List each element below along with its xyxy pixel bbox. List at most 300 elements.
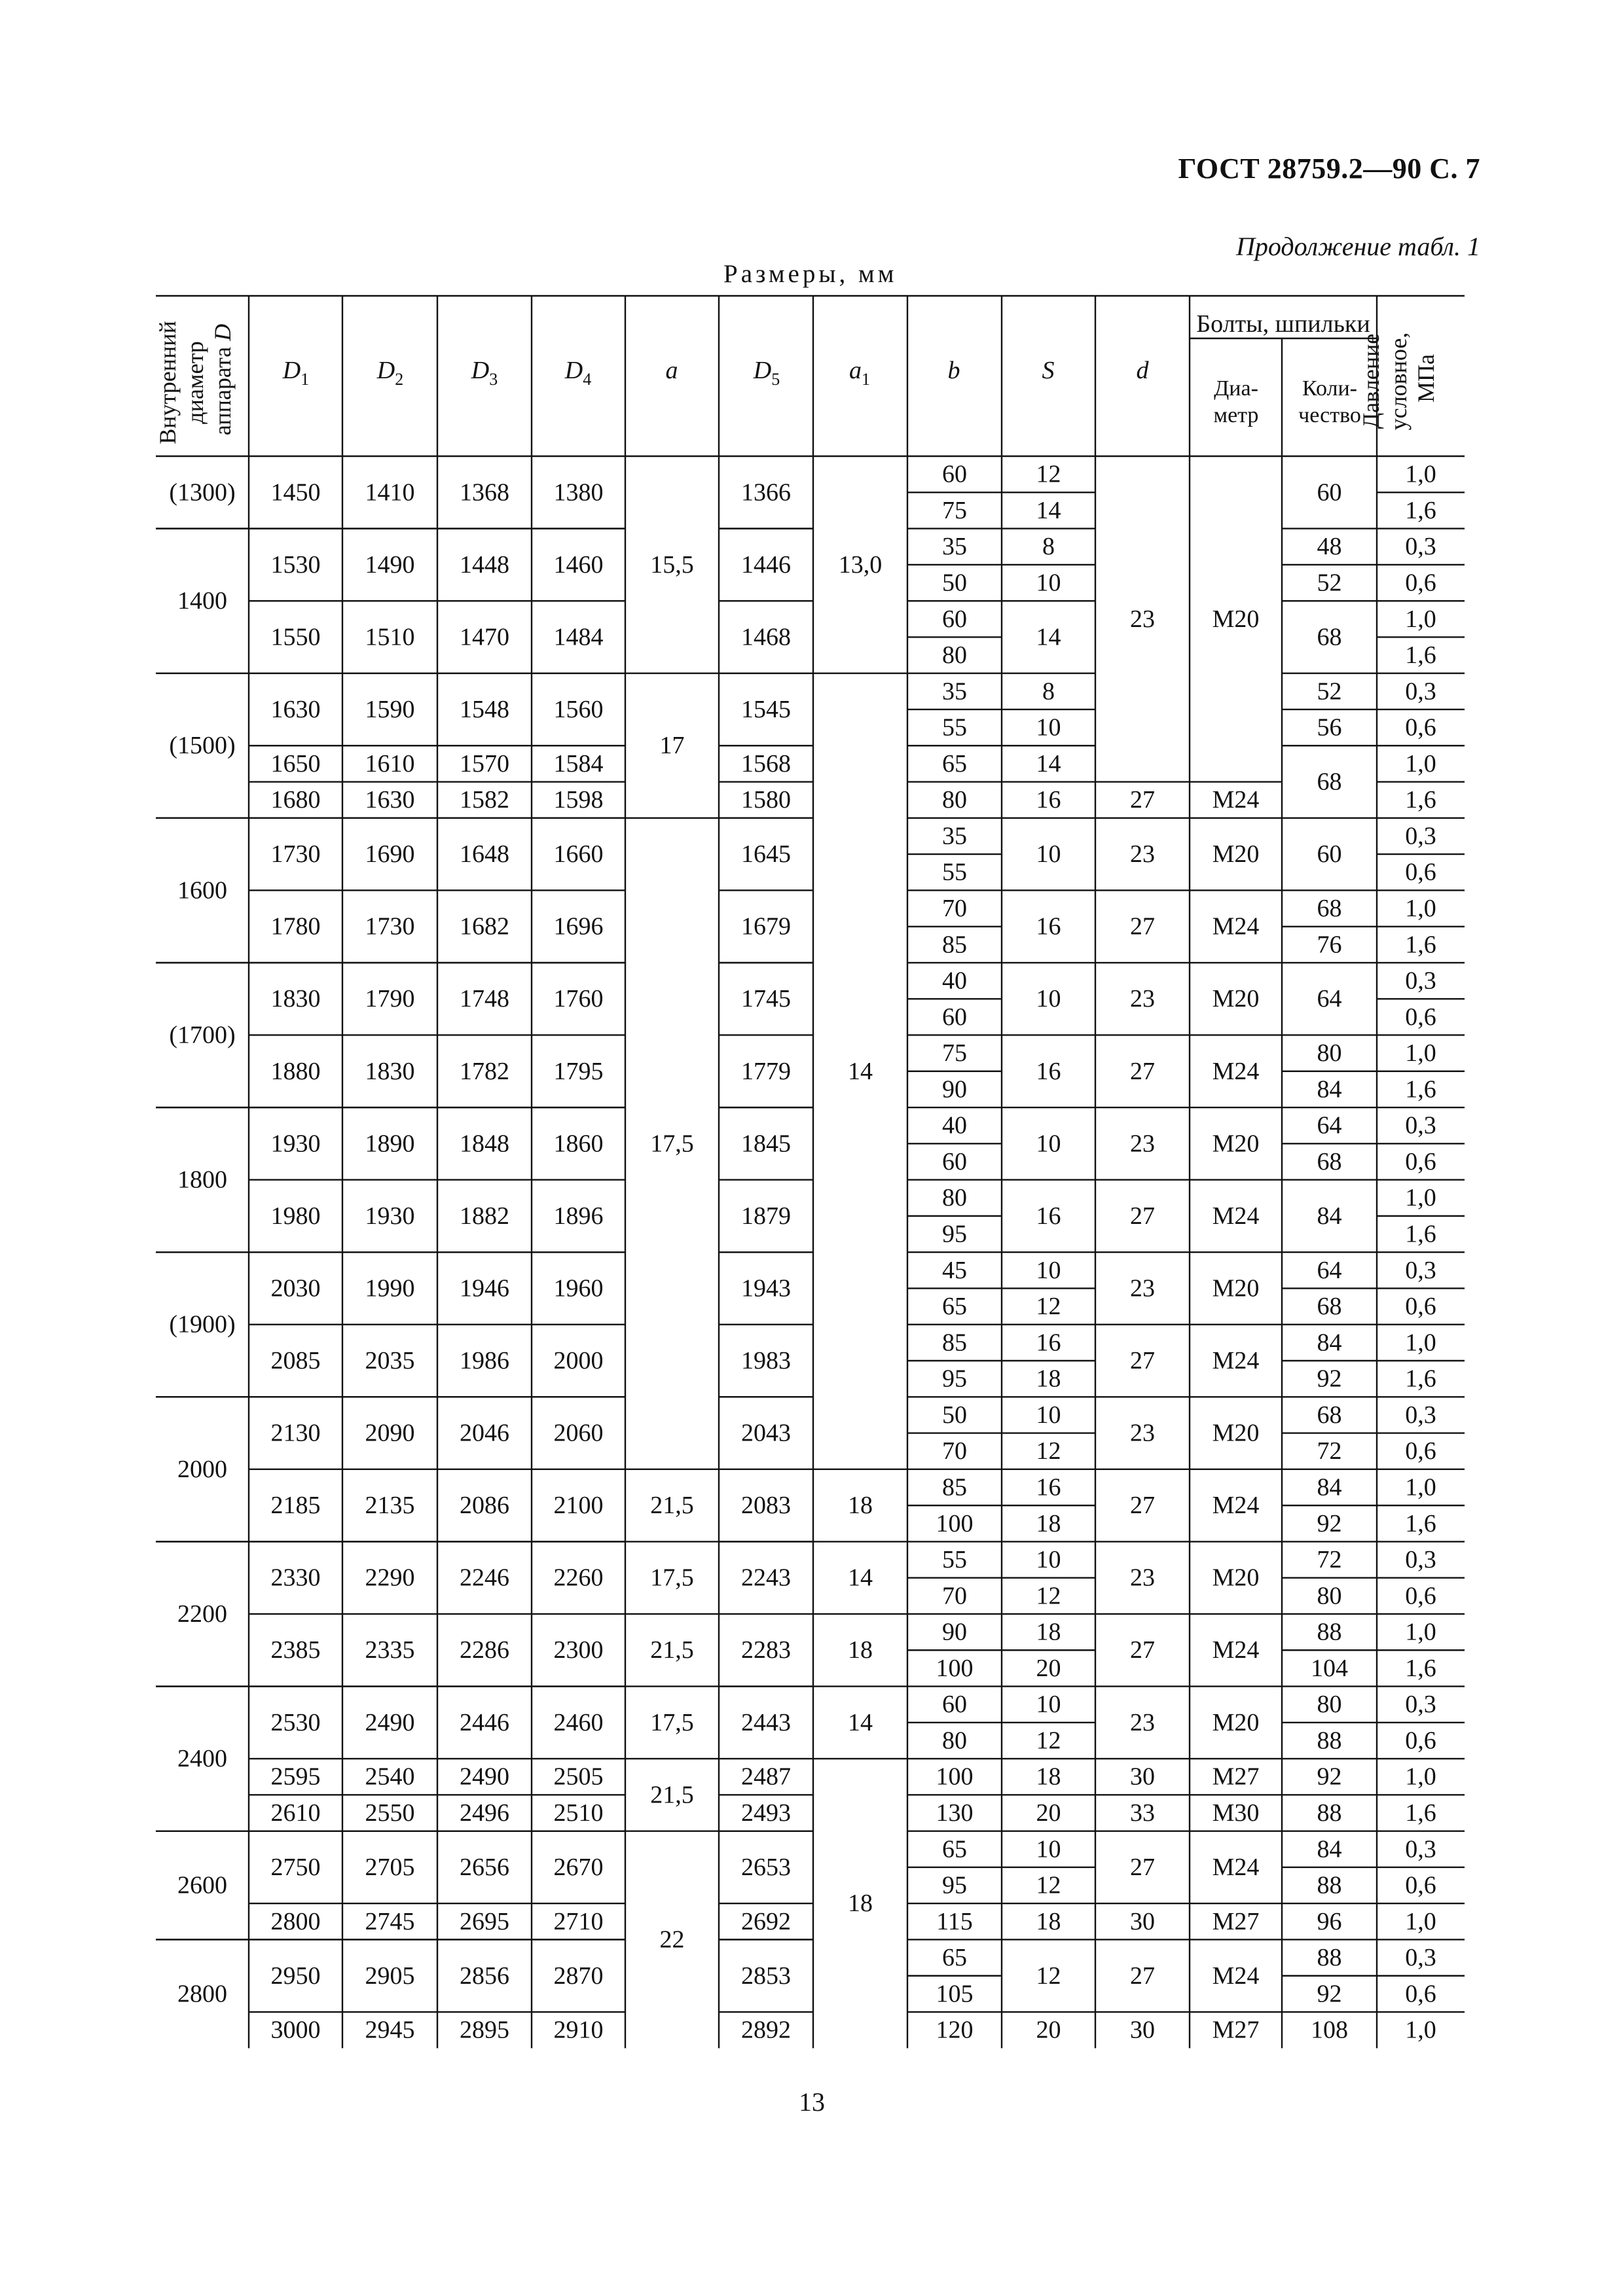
table-cell: 80 [942,1184,967,1212]
table-cell: 1560 [553,695,604,723]
table-cell: 70 [942,1437,967,1465]
table-cell: 18 [1036,1763,1061,1791]
table-cell: 104 [1311,1654,1348,1682]
table-cell: 1,0 [1405,460,1436,488]
table-cell: 40 [942,967,967,995]
table-cell: 2800 [177,1980,227,2008]
table-cell: 1,0 [1405,749,1436,778]
page-number: 13 [799,2087,825,2117]
table-cell: 60 [942,1003,967,1031]
table-cell: 1410 [365,478,415,507]
table-cell: 1368 [460,478,509,507]
table-cell: 1760 [553,985,604,1013]
table-cell: 2745 [365,1907,415,1935]
table-cell: 52 [1317,677,1342,706]
table-cell: 14 [848,1057,873,1085]
table-cell: 1580 [741,786,791,814]
table-cell: 1,0 [1405,1473,1436,1501]
table-cell: 1800 [177,1166,227,1194]
table-cell: 2286 [460,1636,509,1664]
table-cell: 2595 [270,1763,321,1791]
table-cell: 2086 [460,1492,509,1520]
table-cell: 1946 [460,1274,509,1302]
table-cell: 18 [848,1890,873,1918]
table-cell: 18 [848,1492,873,1520]
table-cell: 1983 [741,1347,791,1374]
table-cell: 1848 [460,1130,509,1158]
table-cell: 0,3 [1405,1546,1436,1574]
table-cell: 0,6 [1405,569,1436,597]
table-cell: 1730 [270,840,321,869]
table-cell: 33 [1130,1799,1155,1827]
table-cell: 2505 [553,1763,604,1791]
table-cell: 65 [942,1944,967,1972]
table-cell: 16 [1036,912,1061,941]
table-cell: 1779 [741,1057,791,1085]
table-continuation-note: Продолжение табл. 1 [1235,232,1480,261]
table-cell: 2892 [741,2016,791,2044]
table-cell: 80 [1317,1039,1342,1067]
col-header-b: b [947,357,960,384]
table-cell: 0,6 [1405,1582,1436,1610]
table-cell: 2490 [365,1708,415,1736]
table-cell: 35 [942,533,967,561]
table-cell: 30 [1130,1763,1155,1791]
table-cell: 80 [1317,1582,1342,1610]
table-cell: 65 [942,1835,967,1863]
table-cell: 1890 [365,1130,415,1158]
table-cell: 108 [1311,2016,1348,2044]
table-cell: 14 [1036,749,1061,778]
table-cell: 0,3 [1405,1256,1436,1284]
table-cell: 1748 [460,985,509,1013]
table-cell: 2653 [741,1853,791,1881]
table-cell: 75 [942,496,967,524]
table-cell: 55 [942,713,967,742]
table-cell: 1,6 [1405,496,1436,524]
table-cell: 90 [942,1618,967,1646]
table-cell: 95 [942,1365,967,1393]
table-cell: 2335 [365,1636,415,1664]
table-grid [156,296,1465,2048]
table-cell: 1960 [553,1274,604,1302]
table-cell: 1,6 [1405,931,1436,959]
table-cell: 1645 [741,840,791,869]
table-cell: 16 [1036,1473,1061,1501]
table-cell: 16 [1036,786,1061,814]
table-cell: 65 [942,749,967,778]
table-cell: 1648 [460,840,509,869]
table-header [155,310,1439,444]
table-cell: 27 [1130,912,1155,941]
table-cell: 2945 [365,2016,415,2044]
table-cell: 2100 [553,1492,604,1520]
table-cell: (1700) [169,1021,236,1049]
table-cell: 52 [1317,569,1342,597]
table-cell: 85 [942,1329,967,1357]
table-cell: 2000 [177,1455,227,1483]
table-cell: 2510 [553,1799,604,1827]
table-cell: 2046 [460,1419,509,1447]
table-cell: 1,6 [1405,1509,1436,1537]
table-cell: 0,3 [1405,1401,1436,1429]
table-cell: 0,3 [1405,677,1436,706]
table-cell: 1696 [553,912,604,941]
table-cell: 1790 [365,985,415,1013]
table-cell: 20 [1036,1799,1061,1827]
table-cell: 16 [1036,1057,1061,1085]
table-cell: 1590 [365,695,415,723]
table-cell: 16 [1036,1202,1061,1230]
table-cell: 22 [659,1926,685,1954]
table-cell: 95 [942,1871,967,1899]
table-cell: 1650 [270,749,321,778]
table-cell: 2260 [553,1564,604,1592]
table-cell: 48 [1317,533,1342,561]
table-cell: 1470 [460,623,509,651]
table-cell: 70 [942,1582,967,1610]
col-header-d: d [1136,357,1149,384]
table-cell: M24 [1212,786,1260,814]
table-cell: 75 [942,1039,967,1067]
table-cell: 2290 [365,1564,415,1592]
table-cell: 2695 [460,1907,509,1935]
table-cell: 10 [1036,1835,1061,1863]
table-cell: M24 [1212,1962,1260,1990]
table-cell: 1598 [553,786,604,814]
table-cell: 23 [1130,1708,1155,1736]
table-cell: 0,3 [1405,967,1436,995]
table-cell: 2185 [270,1492,321,1520]
table-cell: 92 [1317,1365,1342,1393]
table-cell: 80 [942,786,967,814]
table-cell: 1930 [365,1202,415,1230]
table-cell: 68 [1317,1293,1342,1321]
table-cell: 2200 [177,1600,227,1628]
table-cell: 1450 [270,478,321,507]
table-cell: M24 [1212,1202,1260,1230]
table-cell: 1,0 [1405,1184,1436,1212]
table-cell: 1550 [270,623,321,651]
table-cell: 27 [1130,786,1155,814]
table-cell: 88 [1317,1799,1342,1827]
table-cell: 80 [942,641,967,670]
table-cell: 27 [1130,1636,1155,1664]
table-cell: 1682 [460,912,509,941]
table-cell: 0,6 [1405,1871,1436,1899]
dimensions-caption: Размеры, мм [723,260,898,288]
table-cell: 1896 [553,1202,604,1230]
table-cell: 1990 [365,1274,415,1302]
table-cell: (1300) [169,478,236,507]
table-cell: 2043 [741,1419,791,1447]
table-cell: 1490 [365,550,415,579]
table-cell: 88 [1317,1871,1342,1899]
table-cell: 17 [659,732,685,760]
table-cell: 1780 [270,912,321,941]
table-cell: 27 [1130,1853,1155,1881]
table-cell: 105 [936,1980,974,2008]
table-cell: M27 [1212,2016,1260,2044]
table-cell: M24 [1212,912,1260,941]
table-cell: 1860 [553,1130,604,1158]
table-cell: 2085 [270,1347,321,1374]
col-header-d3: $D_3$ [471,357,498,389]
table-cell: 35 [942,677,967,706]
col-header-bolts: Болты, шпильки [1196,310,1370,338]
table-cell: 60 [942,460,967,488]
table-cell: 64 [1317,1256,1342,1284]
table-cell: 1,0 [1405,1329,1436,1357]
table-cell: 92 [1317,1763,1342,1791]
table-cell: 18 [1036,1618,1061,1646]
table-cell: 0,3 [1405,1835,1436,1863]
table-cell: 1582 [460,786,509,814]
table-cell: 1610 [365,749,415,778]
table-cell: 2090 [365,1419,415,1447]
table-cell: M20 [1212,1274,1260,1302]
table-cell: 14 [1036,623,1061,651]
table-cell: 1630 [365,786,415,814]
table-cell: 65 [942,1293,967,1321]
table-cell: 1380 [553,478,604,507]
table-cell: 12 [1036,1871,1061,1899]
table-cell: 0,6 [1405,1727,1436,1755]
table-cell: 1446 [741,550,791,579]
table-cell: 1782 [460,1057,509,1085]
table-cell: 0,3 [1405,1691,1436,1719]
table-cell: 60 [1317,840,1342,869]
table-cell: 1882 [460,1202,509,1230]
table-cell: 56 [1317,713,1342,742]
table-cell: 2487 [741,1763,791,1791]
table-cell: 10 [1036,985,1061,1013]
table-cell: 10 [1036,840,1061,869]
table-cell: 0,6 [1405,1437,1436,1465]
col-header-d5: $D_5$ [753,357,780,389]
table-cell: 1986 [460,1347,509,1374]
table-cell: M20 [1212,1708,1260,1736]
table-cell: 2330 [270,1564,321,1592]
table-cell: 17,5 [650,1564,694,1592]
table-cell: 21,5 [650,1781,694,1809]
table-cell: 1730 [365,912,415,941]
table-cell: 1680 [270,786,321,814]
table-cell: 92 [1317,1980,1342,2008]
col-header-a1: $a_1$ [849,357,870,389]
table-cell: 1830 [270,985,321,1013]
table-cell: 50 [942,569,967,597]
table-cell: 12 [1036,1293,1061,1321]
table-cell: 64 [1317,985,1342,1013]
table-cell: 1570 [460,749,509,778]
table-cell: 2610 [270,1799,321,1827]
table-cell: 1980 [270,1202,321,1230]
table-cell: M27 [1212,1907,1260,1935]
table-cell: 1568 [741,749,791,778]
table-cell: 1,6 [1405,1799,1436,1827]
table-cell: 1,6 [1405,1075,1436,1103]
table-cell: M24 [1212,1057,1260,1085]
table-cell: 2490 [460,1763,509,1791]
table-cell: 0,6 [1405,1293,1436,1321]
table-cell: 100 [936,1509,974,1537]
table-cell: 18 [1036,1509,1061,1537]
table-cell: 2870 [553,1962,604,1990]
table-cell: 1,0 [1405,1618,1436,1646]
table-cell: 2400 [177,1745,227,1773]
table-cell: 2905 [365,1962,415,1990]
table-cell: 2656 [460,1853,509,1881]
table-cell: 27 [1130,1492,1155,1520]
col-header-d1: $D_1$ [282,357,310,389]
table-cell: 1,0 [1405,605,1436,633]
table-cell: 1484 [553,623,604,651]
table-cell: 18 [848,1636,873,1664]
table-cell: 60 [942,1691,967,1719]
table-cell: 0,3 [1405,1111,1436,1139]
table-cell: 1,6 [1405,1220,1436,1248]
table-cell: 16 [1036,1329,1061,1357]
table-cell: 1545 [741,695,791,723]
table-cell: 35 [942,822,967,850]
table-cell: 14 [848,1564,873,1592]
table-cell: 2496 [460,1799,509,1827]
table-cell: 115 [936,1907,973,1935]
table-cell: 1830 [365,1057,415,1085]
table-cell: 1943 [741,1274,791,1302]
table-cell: 2060 [553,1419,604,1447]
table-cell: 2853 [741,1962,791,1990]
table-cell: 90 [942,1075,967,1103]
table-cell: 30 [1130,2016,1155,2044]
table-cell: 2600 [177,1871,227,1899]
table-cell: 12 [1036,1437,1061,1465]
table-cell: 84 [1317,1202,1342,1230]
table-cell: 30 [1130,1907,1155,1935]
table-cell: 84 [1317,1075,1342,1103]
table-cell: 21,5 [650,1492,694,1520]
table-cell: 13,0 [838,550,883,579]
table-cell: 23 [1130,1274,1155,1302]
table-cell: 1400 [177,587,227,615]
table-cell: 27 [1130,1962,1155,1990]
table-cell: 1690 [365,840,415,869]
table-cell: 23 [1130,1130,1155,1158]
table-cell: 2550 [365,1799,415,1827]
table-cell: M30 [1212,1799,1260,1827]
table-cell: 2385 [270,1636,321,1664]
table-cell: 21,5 [650,1636,694,1664]
table-cell: 1795 [553,1057,604,1085]
table-cell: 1,0 [1405,1763,1436,1791]
table-cell: 18 [1036,1907,1061,1935]
table-cell: 2135 [365,1492,415,1520]
table-cell: 88 [1317,1944,1342,1972]
table-cell: 1745 [741,985,791,1013]
table-cell: 55 [942,1546,967,1574]
table-cell: 2750 [270,1853,321,1881]
table-cell: 20 [1036,2016,1061,2044]
table-cell: 23 [1130,985,1155,1013]
table-cell: 1,0 [1405,1907,1436,1935]
table-cell: 95 [942,1220,967,1248]
table-cell: M24 [1212,1636,1260,1664]
col-header-d2: $D_2$ [376,357,404,389]
table-cell: 10 [1036,1401,1061,1429]
table-cell: 12 [1036,460,1061,488]
table-cell: 2030 [270,1274,321,1302]
table-cell: 20 [1036,1654,1061,1682]
table-cell: 2856 [460,1962,509,1990]
table-cell: 1460 [553,550,604,579]
table-cell: 68 [1317,1401,1342,1429]
table-cell: 1880 [270,1057,321,1085]
table-cell: 27 [1130,1202,1155,1230]
table-cell: 84 [1317,1835,1342,1863]
table-cell: 84 [1317,1329,1342,1357]
col-header-diameter: Внутренний диаметр аппарата D [155,321,236,444]
table-cell: 45 [942,1256,967,1284]
table-cell: 88 [1317,1727,1342,1755]
table-cell: 1530 [270,550,321,579]
table-cell: 3000 [270,2016,321,2044]
table-cell: 0,6 [1405,1147,1436,1175]
table-cell: 100 [936,1654,974,1682]
table-cell: 27 [1130,1057,1155,1085]
table-cell: 1600 [177,876,227,905]
table-cell: 23 [1130,840,1155,869]
table-cell: 8 [1042,533,1055,561]
table-cell: 2670 [553,1853,604,1881]
table-cell: M20 [1212,1419,1260,1447]
table-cell: 85 [942,1473,967,1501]
table-cell: 2246 [460,1564,509,1592]
table-cell: 0,6 [1405,713,1436,742]
table-cell: 1548 [460,695,509,723]
table-cell: 0,6 [1405,1980,1436,2008]
table-cell: 1630 [270,695,321,723]
table-cell: 76 [1317,931,1342,959]
table-cell: 64 [1317,1111,1342,1139]
table-cell: M24 [1212,1853,1260,1881]
table-cell: 12 [1036,1962,1061,1990]
table-cell: 23 [1130,605,1155,633]
table-cell: 68 [1317,895,1342,922]
table-cell: 15,5 [650,550,694,579]
table-cell: 60 [1317,478,1342,507]
table-cell: 1510 [365,623,415,651]
table-cell: 2540 [365,1763,415,1791]
table-cell: M20 [1212,985,1260,1013]
table-cell: 55 [942,858,967,886]
table-cell: 10 [1036,1691,1061,1719]
table-cell: 12 [1036,1582,1061,1610]
table-cell: 80 [942,1727,967,1755]
table-cell: 80 [1317,1691,1342,1719]
table-cell: 2705 [365,1853,415,1881]
table-cell: 2692 [741,1907,791,1935]
table-cell: 1879 [741,1202,791,1230]
table-cell: 2895 [460,2016,509,2044]
table-cell: M24 [1212,1492,1260,1520]
table-cell: 68 [1317,623,1342,651]
table-cell: 27 [1130,1347,1155,1374]
table-cell: 1468 [741,623,791,651]
col-header-bolts-diameter: Диа-метр [1213,376,1259,427]
document-header: ГОСТ 28759.2—90 С. 7 [1178,152,1480,185]
table-cell: 2710 [553,1907,604,1935]
